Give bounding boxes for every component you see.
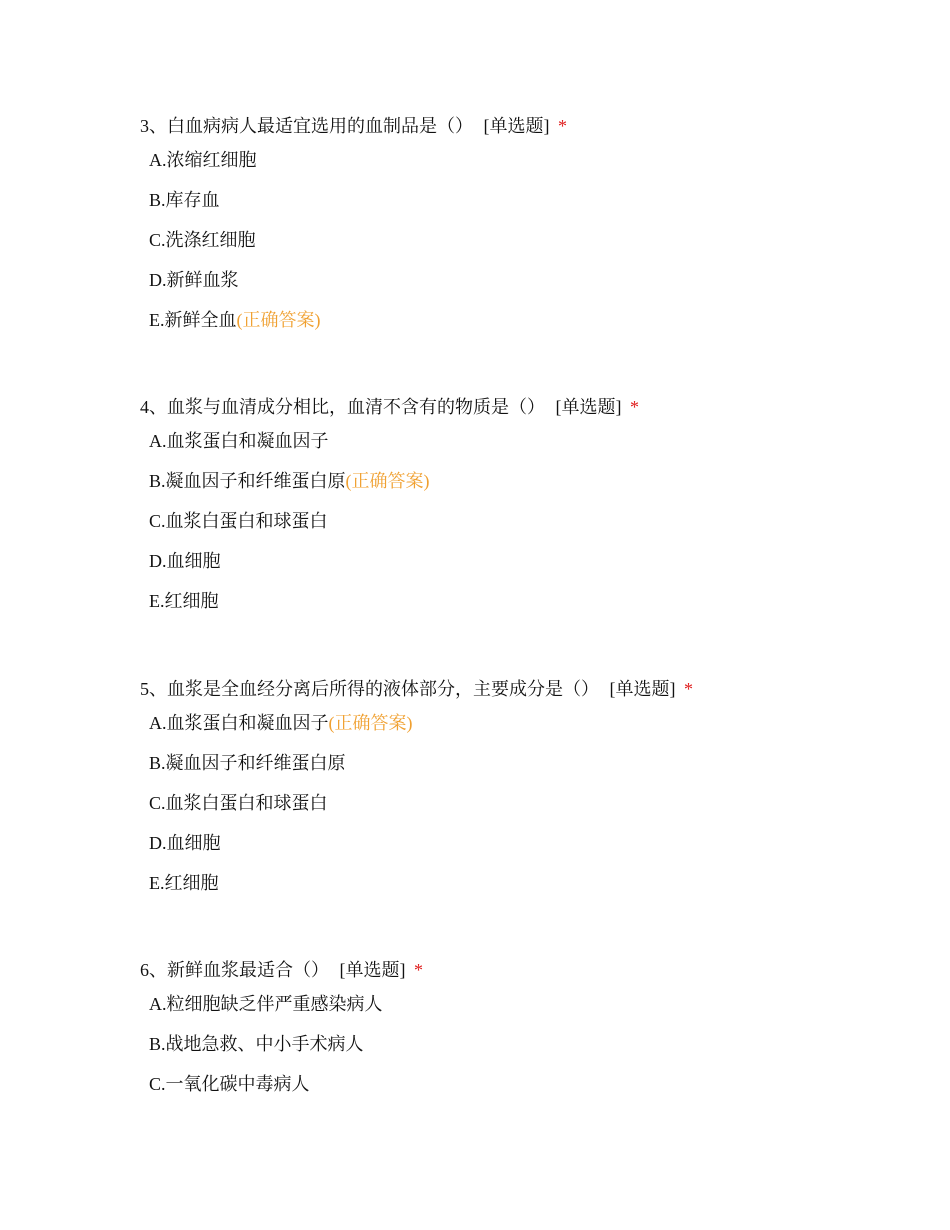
option-c[interactable]: C.一氧化碳中毒病人 <box>149 1074 310 1094</box>
question-5 <box>140 677 900 911</box>
question-4 <box>140 395 900 629</box>
question-text: 3、白血病病人最适宜选用的血制品是（） <box>140 116 473 136</box>
option-a[interactable]: A.血浆蛋白和凝血因子(正确答案) <box>149 713 413 733</box>
option-a[interactable]: A.血浆蛋白和凝血因子 <box>149 431 329 451</box>
option-d[interactable]: D.血细胞 <box>149 551 221 571</box>
option-b[interactable]: B.凝血因子和纤维蛋白原(正确答案) <box>149 471 430 491</box>
question-title <box>140 395 900 419</box>
question-title <box>140 958 900 982</box>
required-marker: * <box>684 679 693 699</box>
question-title <box>140 677 900 701</box>
option-c[interactable]: C.血浆白蛋白和球蛋白 <box>149 511 328 531</box>
question-type: [单选题] <box>609 679 676 699</box>
option-e[interactable]: E.红细胞 <box>149 873 219 893</box>
question-text: 4、血浆与血清成分相比，血清不含有的物质是（） <box>140 397 545 417</box>
option-list <box>140 429 900 629</box>
option-e[interactable]: E.新鲜全血(正确答案) <box>149 310 321 330</box>
option-e[interactable]: E.红细胞 <box>149 591 219 611</box>
option-b[interactable]: B.凝血因子和纤维蛋白原 <box>149 753 346 773</box>
option-list <box>140 148 900 348</box>
question-type: [单选题] <box>339 960 406 980</box>
option-d[interactable]: D.血细胞 <box>149 833 221 853</box>
option-b[interactable]: B.库存血 <box>149 190 220 210</box>
correct-answer-tag: (正确答案) <box>328 713 413 733</box>
question-3 <box>140 114 900 348</box>
required-marker: * <box>558 116 567 136</box>
question-text: 5、血浆是全血经分离后所得的液体部分，主要成分是（） <box>140 679 599 699</box>
required-marker: * <box>414 960 423 980</box>
option-a[interactable]: A.浓缩红细胞 <box>149 150 257 170</box>
option-c[interactable]: C.血浆白蛋白和球蛋白 <box>149 793 328 813</box>
option-list <box>140 711 900 911</box>
option-b[interactable]: B.战地急救、中小手术病人 <box>149 1034 364 1054</box>
option-c[interactable]: C.洗涤红细胞 <box>149 230 256 250</box>
question-text: 6、新鲜血浆最适合（） <box>140 960 329 980</box>
question-6 <box>140 958 900 1112</box>
option-list <box>140 992 900 1112</box>
correct-answer-tag: (正确答案) <box>345 471 430 491</box>
required-marker: * <box>630 397 639 417</box>
option-a[interactable]: A.粒细胞缺乏伴严重感染病人 <box>149 994 383 1014</box>
question-type: [单选题] <box>483 116 550 136</box>
option-d[interactable]: D.新鲜血浆 <box>149 270 239 290</box>
question-title <box>140 114 900 138</box>
question-type: [单选题] <box>555 397 622 417</box>
correct-answer-tag: (正确答案) <box>236 310 321 330</box>
